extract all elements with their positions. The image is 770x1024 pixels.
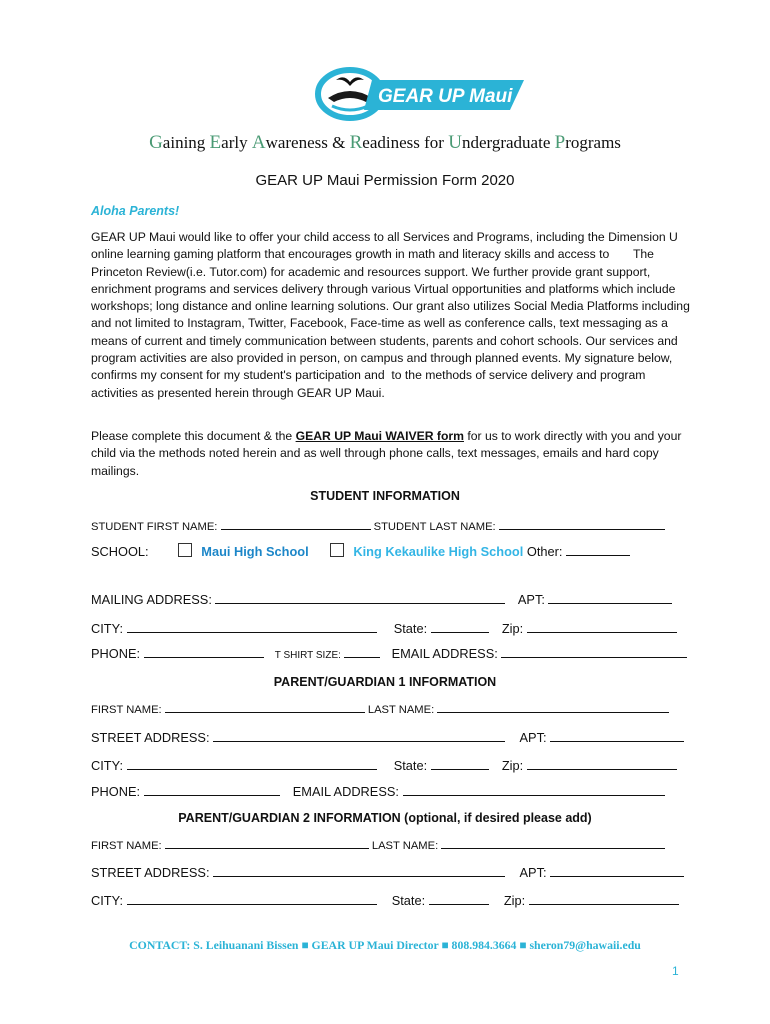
student-apt-field[interactable] — [548, 591, 672, 604]
student-zip-field[interactable] — [527, 620, 677, 633]
school-label: SCHOOL: — [91, 544, 149, 559]
parent2-first-name-label: FIRST NAME: — [91, 840, 162, 852]
tagline-cap-0: G — [149, 132, 163, 153]
parent1-apt-label: APT: — [519, 730, 547, 745]
student-email-label: EMAIL ADDRESS: — [391, 646, 498, 661]
page-number: 1 — [672, 964, 679, 978]
other-school-field[interactable] — [566, 543, 630, 556]
student-city-field[interactable] — [127, 620, 377, 633]
parent2-state-label: State: — [391, 893, 426, 908]
school-row — [91, 543, 630, 559]
student-phone-row — [91, 645, 687, 661]
gear-up-maui-logo — [314, 66, 526, 124]
tagline — [0, 132, 770, 154]
parent2-street-row — [91, 864, 684, 880]
student-info-heading: STUDENT INFORMATION — [310, 489, 460, 503]
other-label: Other: — [526, 544, 563, 559]
parent1-name-row — [91, 700, 669, 716]
parent1-street-row — [91, 729, 684, 745]
parent1-zip-field[interactable] — [527, 757, 677, 770]
parent2-street-label: STREET ADDRESS: — [91, 865, 210, 880]
parent2-state-field[interactable] — [429, 892, 489, 905]
student-state-field[interactable] — [431, 620, 489, 633]
mailing-address-label: MAILING ADDRESS: — [91, 592, 212, 607]
tagline-cap-1: E — [209, 132, 222, 153]
parent2-city-field[interactable] — [127, 892, 377, 905]
student-state-label: State: — [393, 621, 428, 636]
parent1-street-field[interactable] — [213, 729, 505, 742]
maui-high-label: Maui High School — [201, 544, 309, 559]
waiver-form-link[interactable]: GEAR UP Maui WAIVER form — [295, 429, 464, 443]
parent1-state-field[interactable] — [431, 757, 489, 770]
tshirt-size-label: T SHIRT SIZE: — [274, 650, 341, 661]
tagline-cap-5: P — [554, 132, 566, 153]
parent2-apt-label: APT: — [519, 865, 547, 880]
tagline-word-2: wareness & — [265, 133, 350, 152]
form-title: GEAR UP Maui Permission Form 2020 — [255, 172, 515, 189]
parent1-street-label: STREET ADDRESS: — [91, 730, 210, 745]
parent1-phone-field[interactable] — [144, 783, 280, 796]
student-zip-label: Zip: — [501, 621, 524, 636]
mailing-address-field[interactable] — [215, 591, 505, 604]
student-apt-label: APT: — [517, 592, 545, 607]
king-kekaulike-label: King Kekaulike High School — [353, 544, 524, 559]
tagline-word-3: eadiness for — [362, 133, 449, 152]
parent2-zip-field[interactable] — [529, 892, 679, 905]
tagline-cap-4: U — [448, 132, 462, 153]
logo-graphic — [314, 66, 526, 124]
tagline-word-4: ndergraduate — [461, 133, 555, 152]
student-phone-label: PHONE: — [91, 646, 141, 661]
parent2-last-name-field[interactable] — [441, 836, 665, 849]
mailing-address-row — [91, 591, 672, 607]
contact-footer: CONTACT: S. Leihuanani Bissen ■ GEAR UP Maui Director ■ 808.984.3664 ■ sheron79@hawaii.edu — [129, 938, 641, 952]
tagline-cap-2: A — [251, 132, 266, 153]
student-last-name-label: STUDENT LAST NAME: — [373, 521, 496, 533]
intro-paragraph: GEAR UP Maui would like to offer your child access to all Services and Programs, including the Dimension U online learning gaming platform that encourages growth in math and literacy skills and access to The Princeton Review(i.e. Tutor.com) for academic and resources support. We further provide grant support, enrichment programs and services delivery through various Virtual opportunities and platforms which include workshops; long distance and online learning solutions. Our grant also utilizes Social Media Platforms including and not limited to Instagram, Twitter, Facebook, Face-time as well as conference calls, text messaging as a means of current and timely communication between students, parents and cohort schools. Our services and program activities are also provided in person, on campus and through planned events. My signature below, confirms my consent for my student's participation and to the methods of service delivery and program activities as presented herein through GEAR UP Maui. — [91, 230, 690, 400]
parent2-street-field[interactable] — [213, 864, 505, 877]
parent1-last-name-field[interactable] — [437, 700, 669, 713]
parent2-city-row — [91, 892, 679, 908]
tagline-word-1: arly — [221, 133, 252, 152]
student-city-row — [91, 620, 677, 636]
parent1-email-field[interactable] — [403, 783, 665, 796]
parent2-heading: PARENT/GUARDIAN 2 INFORMATION (optional, if desired please add) — [178, 811, 592, 825]
greeting: Aloha Parents! — [91, 204, 180, 218]
parent1-phone-row — [91, 783, 665, 799]
student-city-label: CITY: — [91, 621, 123, 636]
tagline-word-5: rograms — [565, 133, 621, 152]
student-first-name-field[interactable] — [221, 517, 371, 530]
tshirt-size-field[interactable] — [344, 645, 380, 658]
parent1-first-name-label: FIRST NAME: — [91, 704, 162, 716]
parent2-zip-label: Zip: — [503, 893, 526, 908]
parent2-apt-field[interactable] — [550, 864, 684, 877]
student-first-name-label: STUDENT FIRST NAME: — [91, 521, 218, 533]
parent1-state-label: State: — [393, 758, 428, 773]
parent1-last-name-label: LAST NAME: — [367, 704, 435, 716]
tagline-word-0: aining — [162, 133, 210, 152]
maui-high-checkbox[interactable] — [178, 543, 192, 557]
parent1-first-name-field[interactable] — [165, 700, 365, 713]
parent1-zip-label: Zip: — [501, 758, 524, 773]
parent2-city-label: CITY: — [91, 893, 123, 908]
tagline-cap-3: R — [349, 132, 363, 153]
instructions-after: for us to work directly with you and your child via the methods noted herein and as well through phone calls, text messages, emails and hard copy mailings. — [91, 429, 682, 478]
parent2-name-row — [91, 836, 665, 852]
logo-text: GEAR UP Maui — [378, 86, 513, 107]
parent2-last-name-label: LAST NAME: — [371, 840, 439, 852]
instructions-before: Please complete this document & the — [91, 429, 296, 443]
student-email-field[interactable] — [501, 645, 687, 658]
king-kekaulike-checkbox[interactable] — [330, 543, 344, 557]
student-name-row — [91, 517, 665, 533]
instructions-paragraph — [91, 428, 691, 480]
parent1-phone-label: PHONE: — [91, 784, 141, 799]
student-phone-field[interactable] — [144, 645, 264, 658]
parent1-city-field[interactable] — [127, 757, 377, 770]
parent1-apt-field[interactable] — [550, 729, 684, 742]
parent1-heading: PARENT/GUARDIAN 1 INFORMATION — [273, 675, 497, 689]
student-last-name-field[interactable] — [499, 517, 665, 530]
parent2-first-name-field[interactable] — [165, 836, 369, 849]
parent1-city-label: CITY: — [91, 758, 123, 773]
parent1-email-label: EMAIL ADDRESS: — [292, 784, 399, 799]
parent1-city-row — [91, 757, 677, 773]
